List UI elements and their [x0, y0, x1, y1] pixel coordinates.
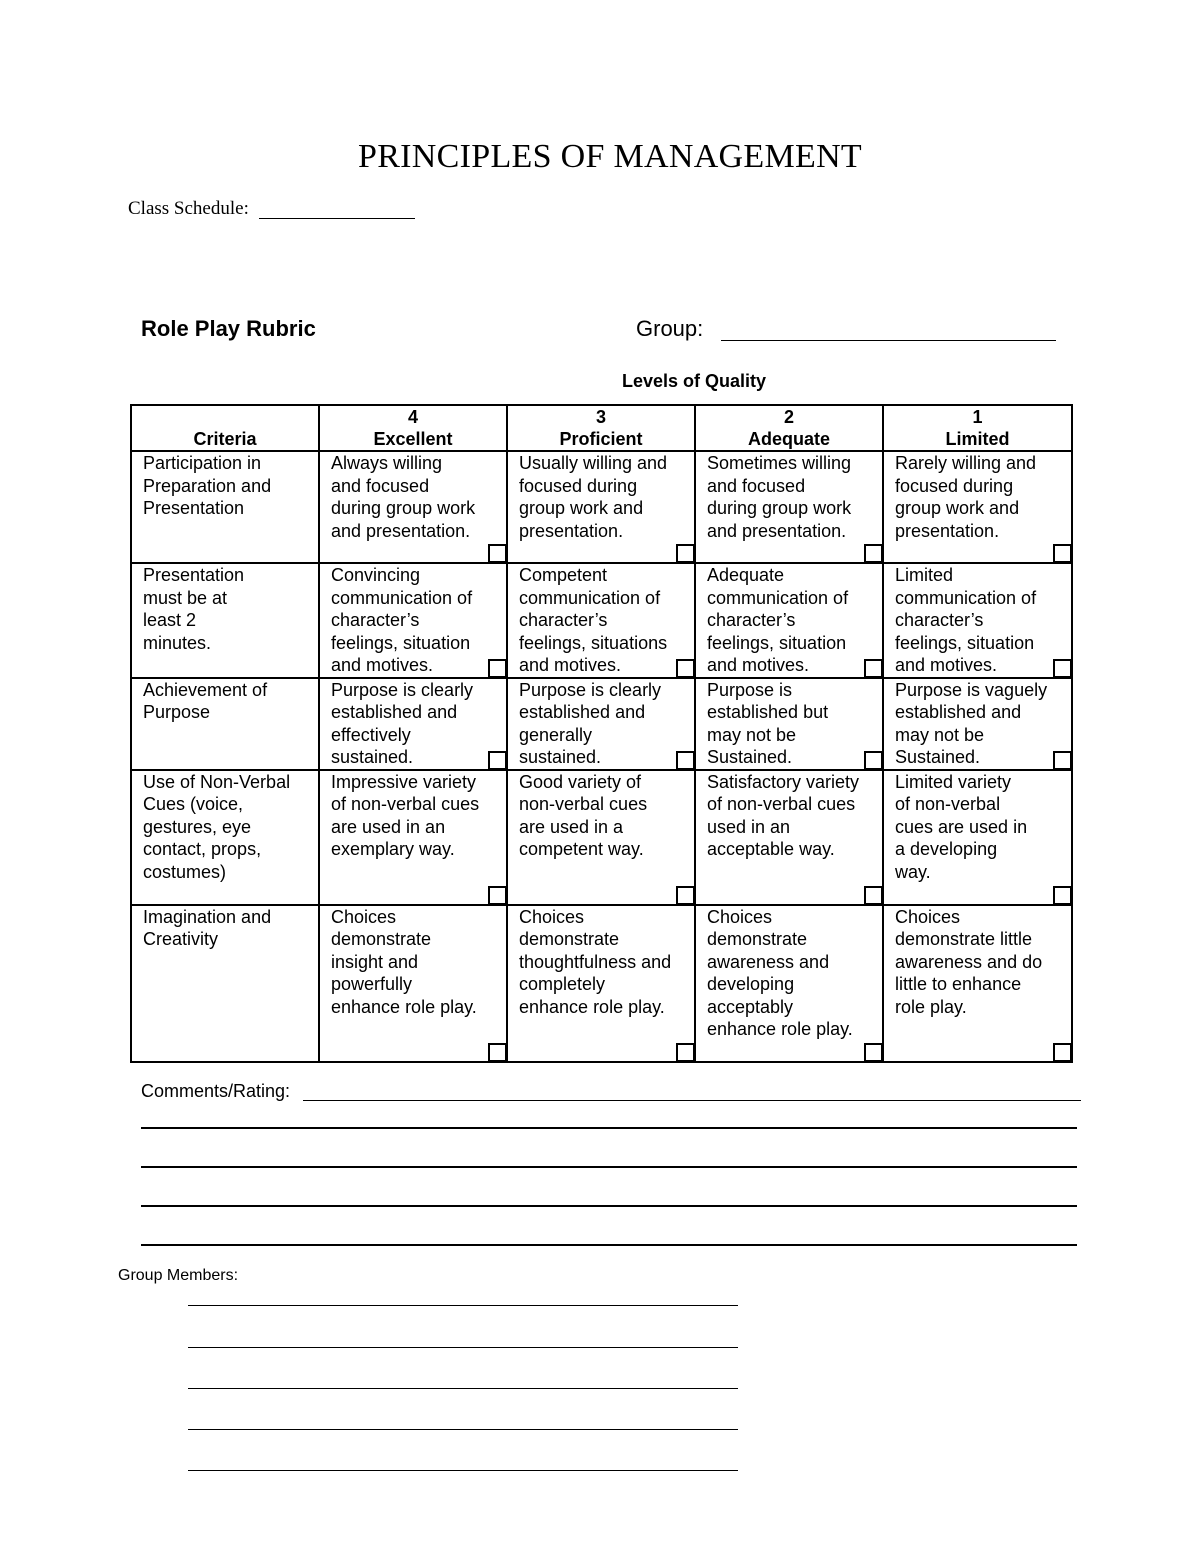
group-member-blank-line[interactable] — [188, 1470, 738, 1471]
cell-text: Rarely willing and focused during group work and presentation. — [895, 453, 1037, 541]
criteria-cell — [131, 678, 319, 770]
cell-text: Choices demonstrate thoughtfulness and completely enhance role play. — [519, 906, 672, 1017]
group-member-blank-line[interactable] — [188, 1429, 738, 1430]
column-header-label: Excellent — [373, 429, 453, 449]
rubric-cell — [883, 451, 1072, 563]
comments-blank-line[interactable] — [141, 1205, 1077, 1207]
document-title: PRINCIPLES OF MANAGEMENT — [357, 138, 863, 175]
score-checkbox[interactable] — [864, 886, 883, 905]
rubric-cell — [695, 905, 883, 1062]
criteria-text: Participation in Preparation and Presentation — [143, 453, 272, 518]
rubric-cell — [883, 905, 1072, 1062]
cell-text: Limited variety of non-verbal cues are used in a developing way. — [895, 771, 1028, 882]
column-header-excellent — [319, 405, 507, 451]
rubric-cell — [883, 563, 1072, 678]
comments-rating-label: Comments/Rating: — [141, 1081, 291, 1101]
rubric-cell — [883, 678, 1072, 770]
column-header-number: 4 — [407, 407, 418, 427]
column-header-number: 2 — [783, 407, 794, 427]
score-checkbox[interactable] — [1053, 1043, 1072, 1062]
table-row — [131, 678, 1072, 770]
rubric-cell — [695, 451, 883, 563]
table-row — [131, 563, 1072, 678]
score-checkbox[interactable] — [1053, 544, 1072, 563]
criteria-cell — [131, 451, 319, 563]
criteria-text: Use of Non-Verbal Cues (voice, gestures, eye contact, props, costumes) — [143, 771, 291, 882]
table-row — [131, 770, 1072, 905]
score-checkbox[interactable] — [864, 1043, 883, 1062]
rubric-cell — [507, 563, 695, 678]
column-header-label: Criteria — [193, 429, 257, 449]
group-member-blank-line[interactable] — [188, 1305, 738, 1306]
score-checkbox[interactable] — [676, 1043, 695, 1062]
rubric-cell — [695, 563, 883, 678]
score-checkbox[interactable] — [676, 544, 695, 563]
cell-text: Choices demonstrate insight and powerfully enhance role play. — [331, 906, 477, 1017]
criteria-text: Presentation must be at least 2 minutes. — [143, 565, 245, 653]
criteria-cell — [131, 905, 319, 1062]
score-checkbox[interactable] — [864, 751, 883, 770]
cell-text: Convincing communication of character’s feelings, situation and motives. — [331, 565, 473, 675]
score-checkbox[interactable] — [676, 886, 695, 905]
criteria-text: Achievement of Purpose — [143, 679, 268, 722]
rubric-cell — [695, 770, 883, 905]
cell-text: Limited communication of character’s feelings, situation and motives. — [895, 565, 1037, 675]
score-checkbox[interactable] — [676, 751, 695, 770]
cell-text: Choices demonstrate little awareness and do little to enhance role play. — [895, 906, 1043, 1017]
criteria-cell — [131, 770, 319, 905]
criteria-text: Imagination and Creativity — [143, 906, 272, 949]
rubric-cell — [883, 770, 1072, 905]
score-checkbox[interactable] — [1053, 751, 1072, 770]
class-schedule-label: Class Schedule: — [128, 198, 249, 219]
rubric-cell — [319, 905, 507, 1062]
score-checkbox[interactable] — [488, 751, 507, 770]
column-header-limited — [883, 405, 1072, 451]
cell-text: Satisfactory variety of non-verbal cues used in an acceptable way. — [707, 771, 860, 859]
score-checkbox[interactable] — [488, 659, 507, 678]
score-checkbox[interactable] — [1053, 886, 1072, 905]
score-checkbox[interactable] — [488, 886, 507, 905]
column-header-number: 3 — [595, 407, 606, 427]
group-members-label: Group Members: — [118, 1267, 239, 1284]
cell-text: Impressive variety of non-verbal cues are used in an exemplary way. — [331, 771, 480, 859]
rubric-title: Role Play Rubric — [141, 316, 316, 341]
rubric-cell — [319, 451, 507, 563]
column-header-label: Proficient — [559, 429, 643, 449]
group-member-blank-line[interactable] — [188, 1347, 738, 1348]
class-schedule-blank-line — [259, 218, 415, 219]
cell-text: Adequate communication of character’s feelings, situation and motives. — [707, 565, 849, 675]
comments-blank-line[interactable] — [141, 1166, 1077, 1168]
rubric-cell — [695, 678, 883, 770]
cell-text: Competent communication of character’s feelings, situations and motives. — [519, 565, 668, 675]
score-checkbox[interactable] — [488, 1043, 507, 1062]
table-row — [131, 451, 1072, 563]
cell-text: Always willing and focused during group work and presentation. — [331, 453, 476, 541]
cell-text: Good variety of non-verbal cues are used in a competent way. — [519, 771, 648, 859]
comments-blank-line[interactable] — [141, 1244, 1077, 1246]
levels-of-quality-heading: Levels of Quality — [621, 371, 767, 391]
column-header-label: Adequate — [747, 429, 830, 449]
column-header-criteria — [131, 405, 319, 451]
cell-text: Usually willing and focused during group work and presentation. — [519, 453, 668, 541]
table-row — [131, 905, 1072, 1062]
cell-text: Purpose is clearly established and generally sustained. — [519, 679, 662, 767]
group-label: Group: — [636, 316, 704, 341]
column-header-proficient — [507, 405, 695, 451]
rubric-cell — [507, 451, 695, 563]
score-checkbox[interactable] — [864, 544, 883, 563]
score-checkbox[interactable] — [676, 659, 695, 678]
column-header-adequate — [695, 405, 883, 451]
rubric-cell — [507, 678, 695, 770]
group-blank-line — [721, 340, 1056, 341]
score-checkbox[interactable] — [1053, 659, 1072, 678]
table-header-row — [131, 405, 1072, 451]
rubric-cell — [319, 563, 507, 678]
cell-text: Purpose is established but may not be Sustained. — [707, 679, 829, 767]
comments-blank-line[interactable] — [303, 1100, 1081, 1101]
group-member-blank-line[interactable] — [188, 1388, 738, 1389]
rubric-table — [130, 404, 1073, 1063]
criteria-cell — [131, 563, 319, 678]
comments-blank-line[interactable] — [141, 1127, 1077, 1129]
cell-text: Purpose is vaguely established and may not be Sustained. — [895, 679, 1048, 767]
rubric-cell — [319, 770, 507, 905]
cell-text: Purpose is clearly established and effectively sustained. — [331, 679, 474, 767]
score-checkbox[interactable] — [488, 544, 507, 563]
rubric-cell — [507, 905, 695, 1062]
cell-text: Choices demonstrate awareness and developing acceptably enhance role play. — [707, 906, 853, 1039]
column-header-label: Limited — [945, 429, 1010, 449]
rubric-cell — [507, 770, 695, 905]
score-checkbox[interactable] — [864, 659, 883, 678]
column-header-number: 1 — [972, 407, 983, 427]
rubric-cell — [319, 678, 507, 770]
cell-text: Sometimes willing and focused during group work and presentation. — [707, 453, 852, 541]
